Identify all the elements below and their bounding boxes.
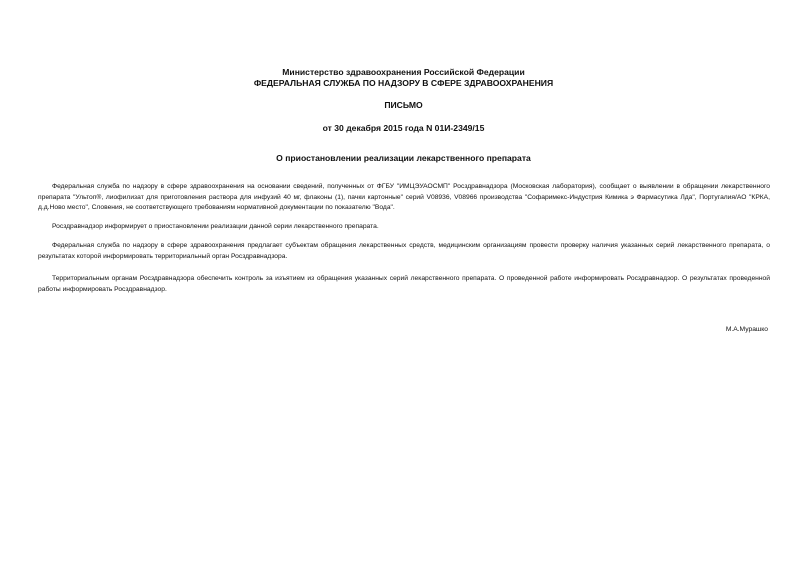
document-date-number: от 30 декабря 2015 года N 01И-2349/15 (322, 123, 485, 133)
body-paragraph-2: Росздравнадзор информирует о приостановлении реализации данной серии лекарственного препарата. (52, 223, 379, 230)
document-type: ПИСЬМО (384, 100, 423, 110)
document-subject: О приостановлении реализации лекарственного препарата (276, 153, 531, 163)
service-name: ФЕДЕРАЛЬНАЯ СЛУЖБА ПО НАДЗОРУ В СФЕРЕ ЗДРАВООХРАНЕНИЯ (253, 77, 554, 88)
signature: М.А.Мурашко (725, 326, 768, 333)
body-paragraph-3: Федеральная служба по надзору в сфере здравоохранения предлагает субъектам обращения лекарственных средств, медицинским организациям провести проверку наличия указанных серий лекарственного препарата, о результатах которой информировать территориальный орган Росздравнадзора. (38, 242, 770, 260)
document-header (0, 67, 807, 88)
body-paragraph-1: Федеральная служба по надзору в сфере здравоохранения на основании сведений, полученных от ФГБУ "ИМЦЭУАОСМП" Росздравнадзора (Московская лаборатория), сообщает о выявлении в обращении лекарственного препарата "Ультоп®, лиофилизат для приготовления раствора для инфузий 40 мг, флаконы (1), пачки картонные" серий V08936, V08966 производства "Софаримекс-Индустрия Кимика э Фармасутика Лда", Португалия/АО "КРКА, д.д.Ново место", Словения, не соответствующего требованиям нормативной документации по показателю "Вода". (38, 183, 770, 211)
body-paragraph-4: Территориальным органам Росздравнадзора обеспечить контроль за изъятием из обращения указанных серий лекарственного препарата. О проведенной работе информировать Росздравнадзор. О результатах проведенной работы информировать Росздравнадзор. (38, 275, 770, 293)
ministry-name: Министерство здравоохранения Российской Федерации (282, 67, 525, 77)
